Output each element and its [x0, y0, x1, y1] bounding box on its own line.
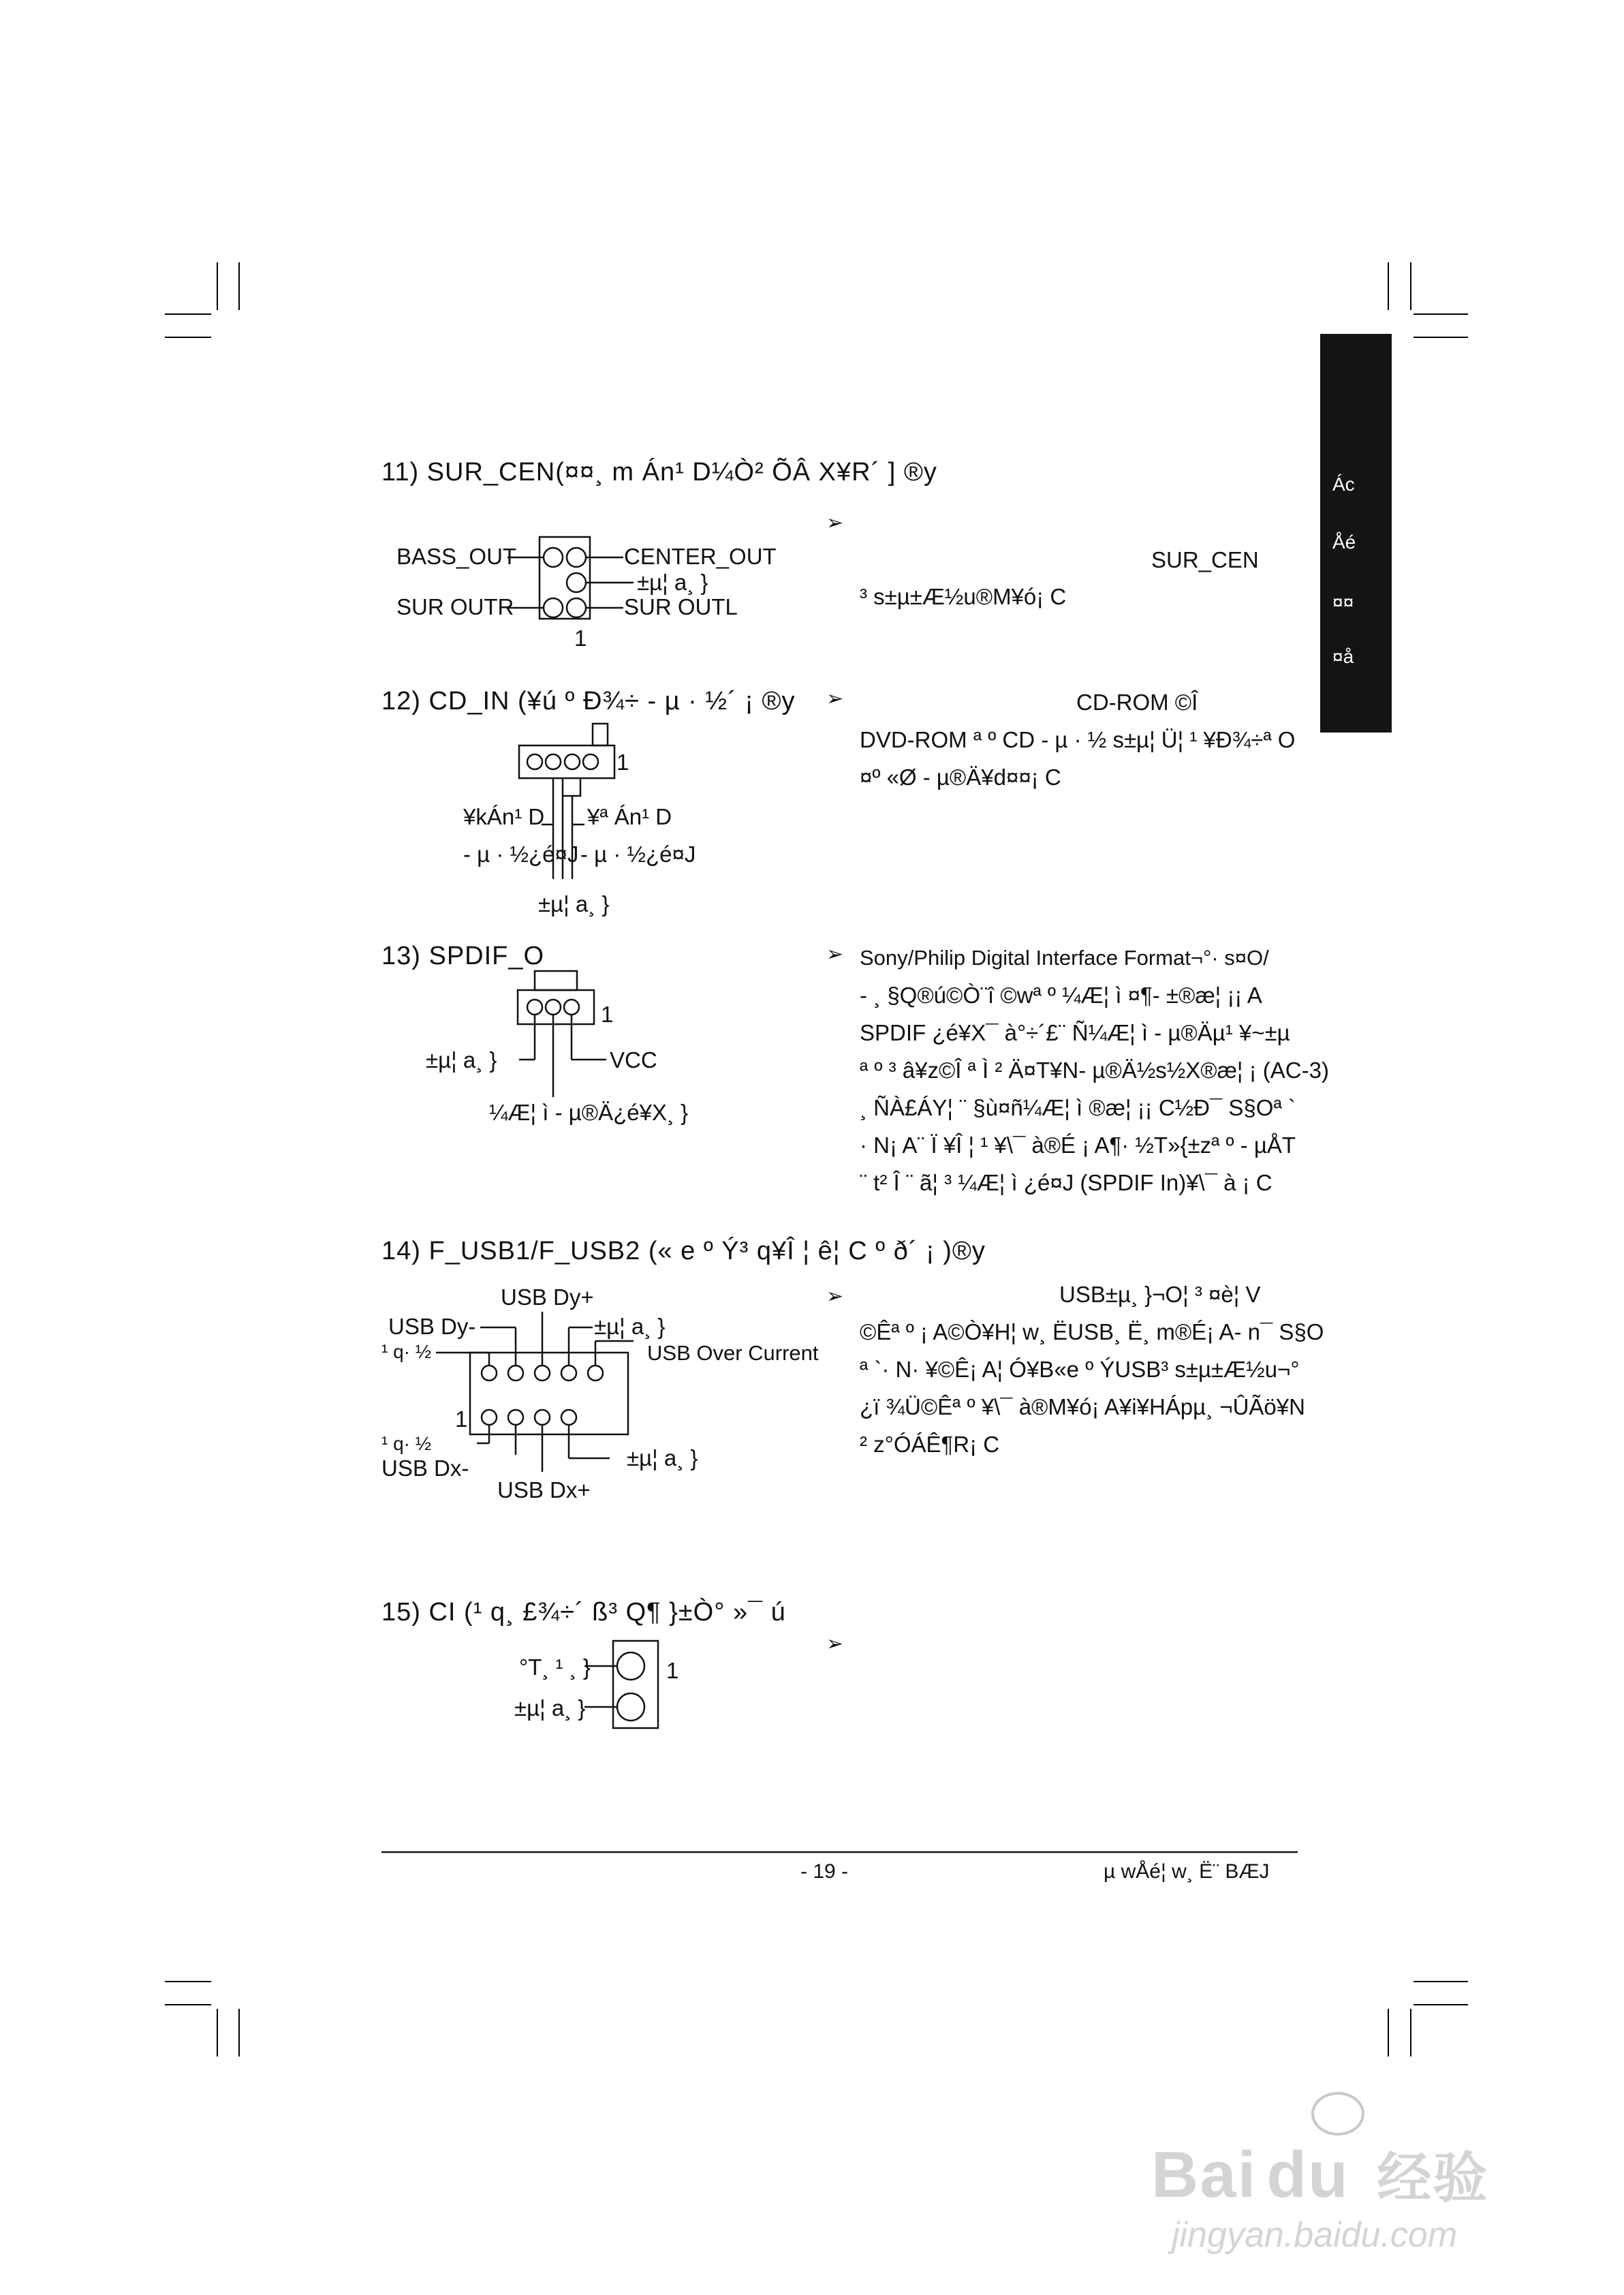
section-15-title: 15) CI (¹ q¸ £¾÷´ ß³ Q¶ }±Ò° »¯ ú	[381, 1598, 786, 1627]
section-12-desc: CD-ROM ©Î	[1076, 690, 1198, 715]
section-14-desc: ª `· N· ¥©Ê¡ A¦ Ó¥B«e º ÝUSB³ s±µ±Æ½u¬°	[860, 1357, 1300, 1382]
section-12-desc: DVD-ROM ª º CD - µ · ½ s±µ¦ Ü¦ ¹ ¥Ð¾÷ª O	[860, 727, 1296, 752]
bullet-arrow-icon: ➢	[826, 1633, 844, 1655]
pin-1-label: 1	[455, 1406, 468, 1432]
chapter-tab-char: Åé	[1332, 532, 1356, 553]
label-usb-over-current: USB Over Current	[647, 1341, 819, 1365]
page-number: - 19 -	[800, 1860, 849, 1883]
watermark-paw-icon	[1311, 2092, 1364, 2136]
bullet-arrow-icon: ➢	[826, 512, 844, 534]
label-center-out: CENTER_OUT	[624, 544, 777, 569]
label-ground: ±µ¦ a¸ }	[538, 891, 610, 917]
label-ground: ±µ¦ a¸ }	[637, 570, 708, 595]
watermark-brand-bai: Bai	[1151, 2138, 1258, 2211]
label-bass-out: BASS_OUT	[396, 544, 517, 569]
section-11-desc: SUR_CEN	[1151, 547, 1259, 572]
watermark-url: jingyan.baidu.com	[1172, 2215, 1458, 2255]
pin-1-label: 1	[666, 1658, 679, 1683]
chapter-tab-char: ¤å	[1332, 646, 1354, 667]
section-13-desc: SPDIF ¿é¥X¯ à°÷´£¨ Ñ¼Æ¦ ì - µ®Äµ¹ ¥~±µ	[860, 1020, 1290, 1045]
label-left-channel: ¥ª Án¹ D	[587, 804, 672, 829]
section-13-desc: Sony/Philip Digital Interface Format¬°· s¤O/	[860, 946, 1269, 970]
section-14-desc: ¿ï ¾Ü©Êª º ¥\¯ à®M¥ó¡ A¥i¥HÁpµ¸ ¬ÛÃö¥N	[860, 1394, 1305, 1419]
label-ground: ±µ¦ a¸ }	[594, 1314, 666, 1339]
bullet-arrow-icon: ➢	[826, 943, 844, 966]
section-11-desc: ³ s±µ±Æ½u®M¥ó¡ C	[860, 584, 1067, 609]
chapter-tab-char: ¤¤	[1332, 591, 1354, 613]
watermark-cn: 经验	[1377, 2146, 1489, 2210]
label-sur-outr: SUR OUTR	[396, 594, 514, 619]
bullet-arrow-icon: ➢	[826, 688, 844, 710]
label-usb-dx-plus: USB Dx+	[497, 1477, 591, 1503]
pin-1-label: 1	[601, 1002, 614, 1027]
label-right-channel: ¥kÁn¹ D	[463, 804, 545, 829]
label-right-channel-input: - µ · ½¿é¤J	[463, 842, 579, 867]
watermark-brand-du: du	[1266, 2138, 1349, 2211]
label-left-channel-input: - µ · ½¿é¤J	[580, 842, 696, 867]
label-usb-dy-plus: USB Dy+	[501, 1284, 594, 1310]
pin-1-label: 1	[616, 750, 629, 775]
section-13-desc: ¸ ÑÀ£ÁY¦ ¨ §ù¤ñ¼Æ¦ ì ®æ¦ ¡¡ C½Ð¯ S§Oª `	[860, 1095, 1296, 1120]
chapter-tab-char: Ác	[1332, 474, 1355, 495]
label-power: ¹ q· ½	[381, 1341, 432, 1362]
label-power: ¹ q· ½	[381, 1433, 432, 1454]
label-ground: ±µ¦ a¸ }	[514, 1695, 586, 1721]
section-13-desc: · N¡ A¨ Ï ¥Î ¦ ¹ ¥\¯ à®É ¡ A¶· ½T»{±zª º - µÅT	[860, 1133, 1296, 1158]
section-13-desc: ª º ³ â¥z©Î ª Ì ² Ä¤T¥N- µ®Ä½s½X®æ¦ ¡ (AC-3)	[860, 1058, 1329, 1083]
section-14-desc: ©Êª º ¡ A©Ò¥H¦ w¸ ËUSB¸ Ë¸ m®É¡ A- n¯ S§O	[860, 1319, 1324, 1344]
bullet-arrow-icon: ➢	[826, 1285, 844, 1308]
label-vcc: VCC	[610, 1047, 657, 1073]
footer-title: µ wÅé¦ w¸ Ë¨ BÆJ	[1104, 1860, 1270, 1883]
section-12-title: 12) CD_IN (¥ú º Ð¾÷ - µ · ½´ ¡ ®y	[381, 687, 796, 715]
label-usb-dy-minus: USB Dy-	[388, 1314, 476, 1339]
section-13-title: 13) SPDIF_O	[381, 942, 545, 970]
label-digital-out: ¼Æ¦ ì - µ®Ä¿é¥X¸ }	[489, 1100, 689, 1125]
section-14-title: 14) F_USB1/F_USB2 (« e º Ý³ q¥Î ¦ ê¦ C º ð´ ¡ )®y	[381, 1237, 986, 1265]
watermark	[1151, 2092, 1533, 2255]
section-14-desc: USB±µ¸ }¬O¦ ³ ¤è¦ V	[1059, 1282, 1261, 1307]
section-14-desc: ² z°ÓÁÊ¶R¡ C	[860, 1432, 1000, 1457]
section-13-desc: - ¸ §Q®ú©Ò¨î ©wª º ¼Æ¦ ì ¤¶- ±®æ¦ ¡¡ A	[860, 983, 1262, 1008]
section-11-title: 11) SUR_CEN(¤¤¸ m Án¹ D¼Ò² ÕÂ X¥R´ ] ®y	[381, 458, 937, 487]
section-12-desc: ¤º «Ø - µ®Ä¥d¤¤¡ C	[860, 765, 1061, 790]
label-usb-dx-minus: USB Dx-	[381, 1455, 469, 1481]
pin-1-label: 1	[574, 626, 587, 651]
label-signal: °T¸ ¹ ¸ }	[519, 1654, 591, 1680]
label-ground: ±µ¦ a¸ }	[426, 1047, 497, 1073]
watermark-brand	[1151, 2134, 1488, 2213]
label-ground: ±µ¦ a¸ }	[627, 1445, 698, 1470]
section-13-desc: ¨ t² Î ¨ ã¦ ³ ¼Æ¦ ì ¿é¤J (SPDIF In)¥\¯ à ¡ C	[860, 1170, 1272, 1195]
label-sur-outl: SUR OUTL	[624, 594, 738, 619]
